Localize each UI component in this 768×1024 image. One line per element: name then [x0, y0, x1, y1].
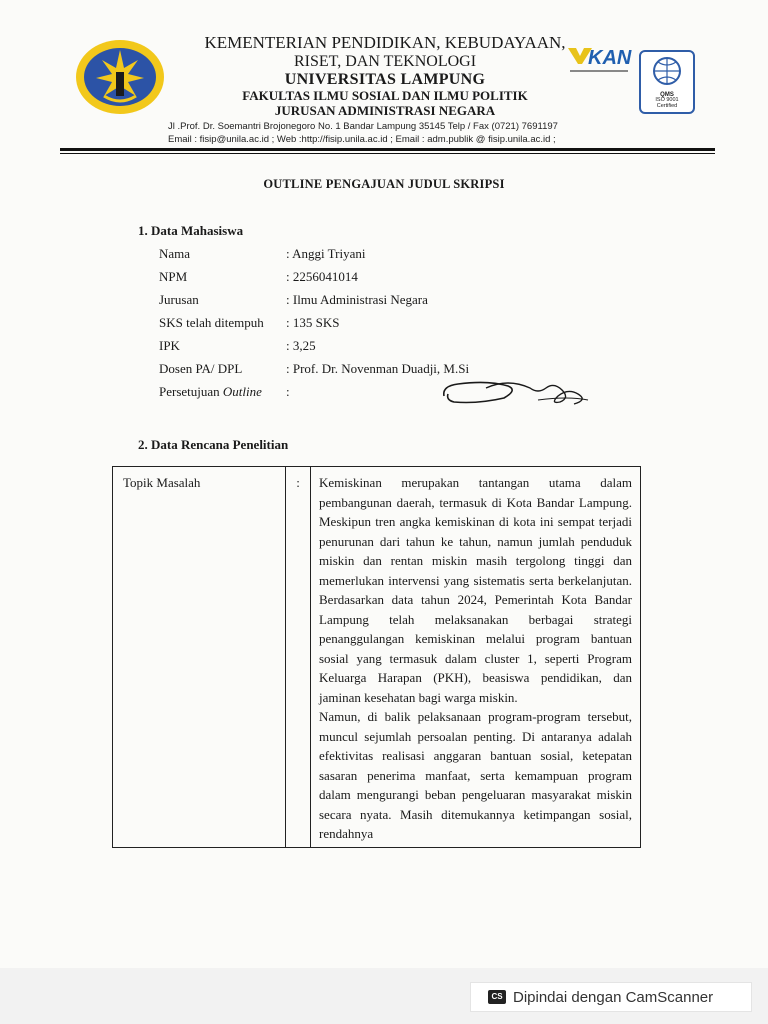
table-row — [113, 467, 641, 848]
row-value: : 3,25 — [286, 338, 316, 353]
row-label-italic: Outline — [222, 384, 262, 399]
kan-accreditation-logo — [566, 44, 632, 78]
ministry-line-1: KEMENTERIAN PENDIDIKAN, KEBUDAYAAN, — [204, 33, 566, 52]
row-value: : Ilmu Administrasi Negara — [286, 292, 428, 307]
section-heading-research-plan: 2. Data Rencana Penelitian — [138, 437, 289, 452]
row-label — [159, 384, 262, 399]
kan-text: KAN — [588, 47, 632, 69]
topic-paragraph-2: Namun, di balik pelaksanaan program-program tersebut, muncul sejumlah persoalan penting. Di antaranya adalah efektivitas realisasi anggaran bantuan sosial, ketepatan sasaran penerima manfaat, serta kemampuan program dalam mengurangi beban pengeluaran masyarakat miskin secara nyata. Masih ditemukannya ketimpangan sosial, rendahnya — [319, 709, 632, 841]
topic-description — [311, 467, 641, 848]
row-label-main: Persetujuan — [159, 384, 223, 399]
row-value: : Anggi Triyani — [286, 246, 366, 261]
student-row-advisor — [159, 361, 470, 377]
student-row-approval — [159, 384, 290, 400]
document-title: OUTLINE PENGAJUAN JUDUL SKRIPSI — [263, 177, 505, 191]
letterhead-rule-thick — [60, 148, 715, 151]
camscanner-text: Dipindai dengan CamScanner — [513, 989, 714, 1006]
row-value: : Prof. Dr. Novenman Duadji, M.Si — [286, 361, 470, 376]
address-line: Jl .Prof. Dr. Soemantri Brojonegoro No. 1 Bandar Lampung 35145 Telp / Fax (0721) 7691197 — [168, 121, 558, 132]
globe-icon — [647, 56, 687, 86]
iso-certification-badge — [639, 50, 695, 114]
row-label: Jurusan — [159, 292, 199, 307]
section-heading-student-data: 1. Data Mahasiswa — [138, 223, 244, 238]
camscanner-watermark — [470, 982, 752, 1012]
student-row-gpa — [159, 338, 316, 354]
student-row-npm — [159, 269, 358, 285]
ministry-line-2: RISET, DAN TEKNOLOGI — [293, 53, 477, 70]
letterhead-rule-thin — [60, 153, 715, 154]
row-label: NPM — [159, 269, 188, 284]
row-label: Nama — [159, 246, 191, 261]
iso-line-3: Certified — [656, 102, 678, 109]
row-value: : — [286, 384, 290, 399]
topic-paragraph-1: Kemiskinan merupakan tantangan utama dalam pembangunan daerah, termasuk di Kota Bandar Lampung. Meskipun tren angka kemiskinan di kota ini sempat terjadi penurunan dari tahun ke tahun, namun jumlah penduduk miskin dan rentan miskin masih tergolong tinggi dan memerlukan intervensi yang sistematis serta berkelanjutan. Berdasarkan data tahun 2024, Pemerintah Kota Bandar Lampung telah melaksanakan berbagai strategi penanggulangan kemiskinan melalui program bantuan sosial yang termasuk dalam cluster 1, seperti Program Keluarga Harapan (PKH), beasiswa pendidikan, dan jaminan kesehatan bagi warga miskin. — [319, 475, 632, 705]
student-row-credits — [159, 315, 340, 331]
research-plan-table — [112, 466, 641, 848]
student-row-major — [159, 292, 428, 308]
row-value: : 135 SKS — [286, 315, 340, 330]
signature — [438, 374, 598, 408]
camscanner-icon: CS — [488, 990, 506, 1004]
student-row-name — [159, 246, 366, 262]
row-label: Dosen PA/ DPL — [159, 361, 243, 376]
department-name: JURUSAN ADMINISTRASI NEGARA — [274, 103, 496, 118]
topic-label: Topik Masalah — [113, 467, 286, 848]
row-value: : 2256041014 — [286, 269, 358, 284]
iso-line-2: ISO 9001 — [655, 97, 679, 103]
faculty-name: FAKULTAS ILMU SOSIAL DAN ILMU POLITIK — [242, 88, 528, 103]
iso-line-1: QMS — [660, 92, 674, 98]
contact-line: Email : fisip@unila.ac.id ; Web :http://fisip.unila.ac.id ; Email : adm.publik @ fisip.unila.ac.id ; — [168, 134, 556, 145]
row-label: SKS telah ditempuh — [159, 315, 264, 330]
topic-colon: : — [286, 467, 311, 848]
university-name: UNIVERSITAS LAMPUNG — [284, 71, 486, 88]
row-label: IPK — [159, 338, 180, 353]
